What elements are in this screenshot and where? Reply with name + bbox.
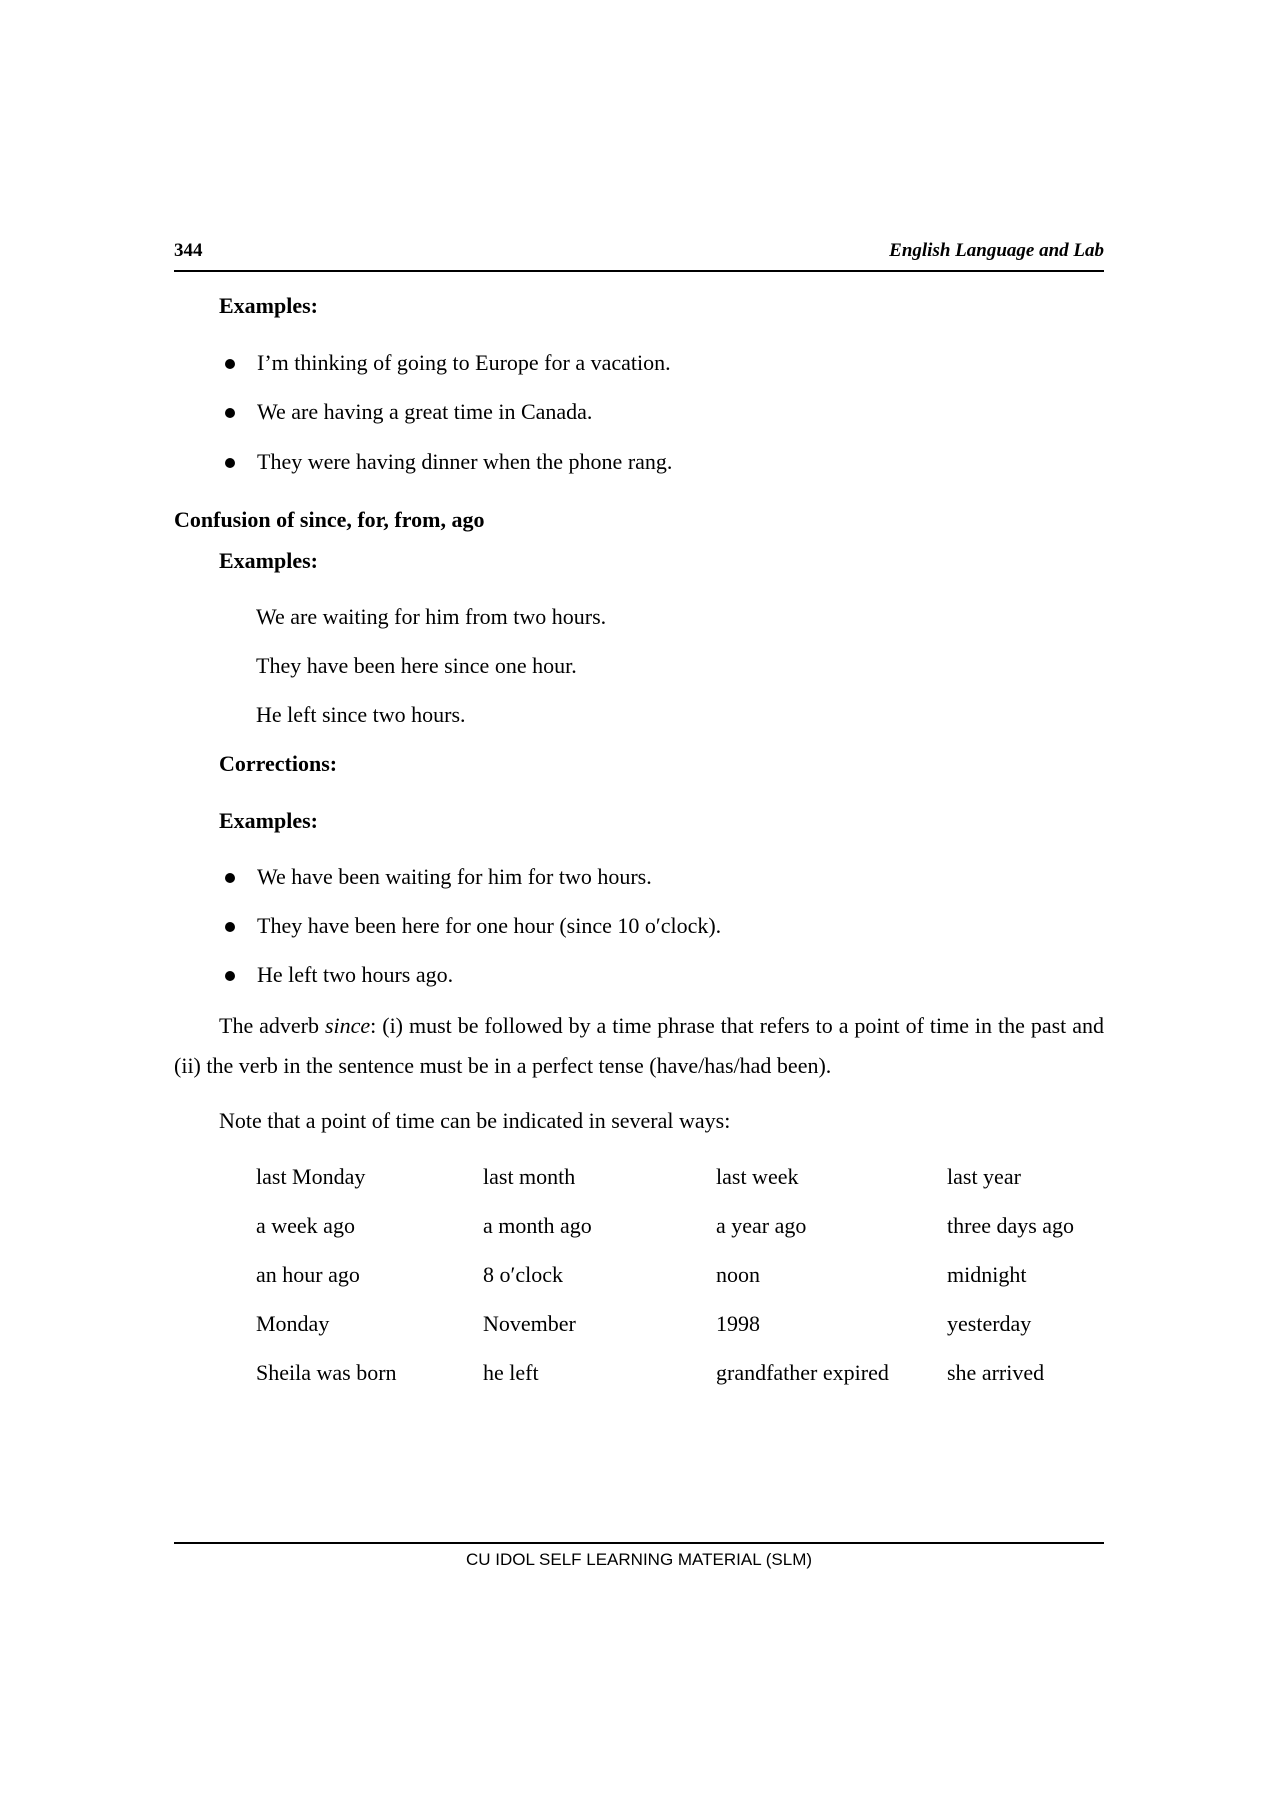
time-grid-cell: 1998: [716, 1311, 760, 1336]
time-grid-cell: last Monday: [256, 1164, 366, 1189]
time-grid-cell: she arrived: [947, 1360, 1045, 1385]
time-grid-cell: November: [483, 1311, 576, 1336]
page-footer: CU IDOL SELF LEARNING MATERIAL (SLM): [465, 1550, 813, 1569]
corrections-heading: Corrections:: [219, 751, 338, 776]
running-title: English Language and Lab: [889, 240, 1104, 261]
time-grid-row: [256, 1164, 1106, 1194]
time-grid-cell: yesterday: [947, 1311, 1032, 1336]
time-grid-cell: last year: [947, 1164, 1021, 1189]
para-prefix: The adverb: [219, 1013, 325, 1038]
time-grid-row: [256, 1311, 1106, 1341]
time-grid-cell: last week: [716, 1164, 799, 1189]
list-item-text: We have been waiting for him for two hours.: [257, 864, 652, 889]
incorrect-example: They have been here since one hour.: [256, 653, 577, 678]
page-header: [174, 240, 1104, 272]
time-grid-row: [256, 1360, 1106, 1390]
time-grid-row: [256, 1262, 1106, 1292]
footer-divider: [174, 1542, 1104, 1544]
time-grid-cell: a week ago: [256, 1213, 355, 1238]
list-item-text: He left two hours ago.: [257, 962, 454, 987]
examples-heading-1: Examples:: [219, 293, 318, 318]
list-item-text: I’m thinking of going to Europe for a vacation.: [257, 350, 671, 375]
incorrect-example: We are waiting for him from two hours.: [256, 604, 607, 629]
section-title: Confusion of since, for, from, ago: [174, 507, 485, 532]
time-grid-cell: Monday: [256, 1311, 330, 1336]
page-number: 344: [174, 240, 203, 261]
time-grid-cell: 8 o′clock: [483, 1262, 563, 1287]
bullet-icon: [225, 359, 235, 369]
examples-heading-2: Examples:: [219, 548, 318, 573]
list-item-text: They have been here for one hour (since 10 o′clock).: [257, 913, 722, 938]
time-grid-row: [256, 1213, 1106, 1243]
bullet-icon: [225, 971, 235, 981]
time-grid-cell: he left: [483, 1360, 539, 1385]
para-suffix: : (i) must be followed by a time phrase that refers to a point of time in the past and (ii) the verb in the sentence must be in a perfect tense (have/has/had been).: [174, 1013, 1104, 1078]
time-grid-cell: midnight: [947, 1262, 1027, 1287]
para-italic-term: since: [324, 1013, 371, 1038]
time-grid-cell: three days ago: [947, 1213, 1075, 1238]
time-grid-cell: a year ago: [716, 1213, 807, 1238]
adverb-since-paragraph: [174, 1006, 1104, 1086]
bullet-icon: [225, 408, 235, 418]
list-item-text: We are having a great time in Canada.: [257, 399, 593, 424]
list-item-text: They were having dinner when the phone rang.: [257, 449, 673, 474]
bullet-icon: [225, 922, 235, 932]
note-text: Note that a point of time can be indicated in several ways:: [219, 1108, 731, 1133]
examples-heading-3: Examples:: [219, 808, 318, 833]
bullet-icon: [225, 873, 235, 883]
time-grid-cell: grandfather expired: [716, 1360, 889, 1385]
time-grid-cell: a month ago: [483, 1213, 592, 1238]
time-grid-cell: Sheila was born: [256, 1360, 397, 1385]
time-grid-cell: noon: [716, 1262, 760, 1287]
time-grid-cell: an hour ago: [256, 1262, 360, 1287]
bullet-icon: [225, 458, 235, 468]
incorrect-example: He left since two hours.: [256, 702, 466, 727]
time-grid-cell: last month: [483, 1164, 576, 1189]
